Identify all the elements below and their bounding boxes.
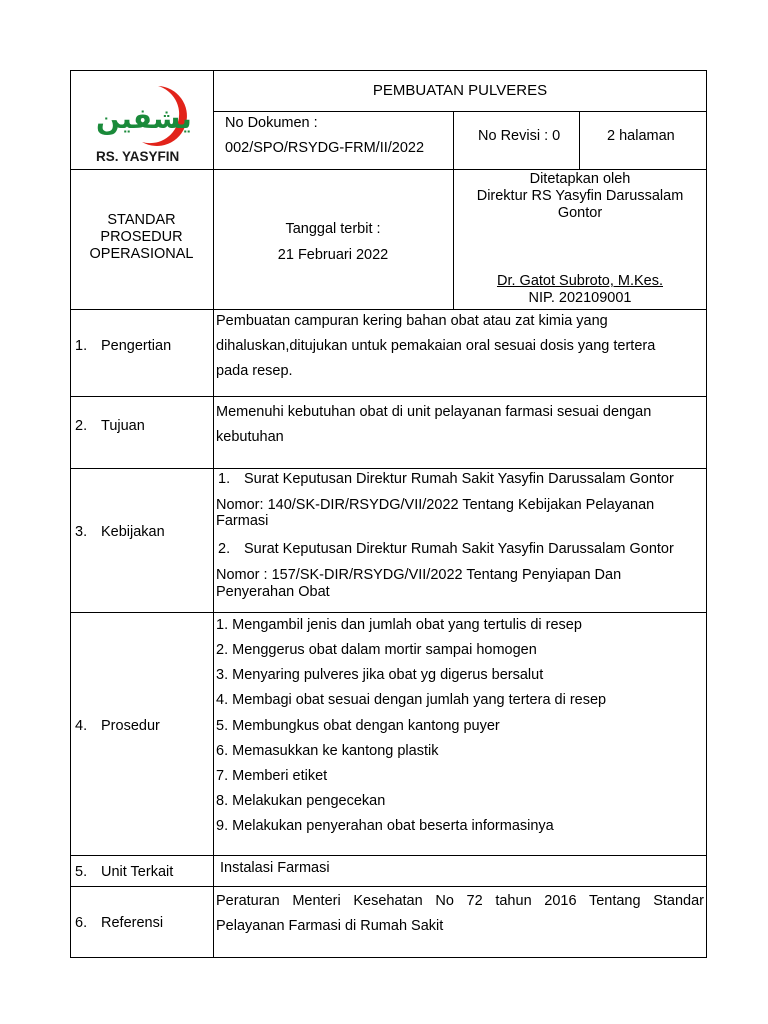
policy-item-detail: Nomor : 157/SK-DIR/RSYDG/VII/2022 Tentang Penyiapan Dan (216, 567, 622, 583)
procedure-step: 1. Mengambil jenis dan jumlah obat yang tertulis di resep (216, 617, 582, 633)
procedure-step: 9. Melakukan penyerahan obat beserta informasinya (216, 818, 554, 834)
logo-arabic-text: يشفين (96, 102, 192, 135)
pengertian-line: dihaluskan,ditujukan untuk pemakaian oral sesuai dosis yang tertera (216, 338, 656, 354)
policy-item-number: 2. (218, 541, 231, 557)
column-divider (213, 70, 214, 958)
policy-item-detail: Nomor: 140/SK-DIR/RSYDG/VII/2022 Tentang Kebijakan Pelayanan (216, 497, 655, 513)
section-label-kebijakan: Kebijakan (101, 524, 165, 540)
section-label-pengertian: Pengertian (101, 338, 172, 354)
section-label-unit-terkait: Unit Terkait (101, 864, 174, 880)
row-line (70, 855, 707, 856)
section-number: 2. (75, 418, 88, 434)
row-line (70, 468, 707, 469)
tujuan-line: kebutuhan (216, 429, 284, 445)
pengertian-line: pada resep. (216, 363, 293, 379)
section-label-prosedur: Prosedur (101, 718, 160, 734)
procedure-step: 6. Memasukkan ke kantong plastik (216, 743, 439, 759)
logo-name: RS. YASYFIN (96, 149, 180, 164)
doc-number-label: No Dokumen : (225, 115, 318, 131)
header-divider-pages (579, 111, 580, 169)
issue-date-value: 21 Februari 2022 (277, 247, 389, 263)
header-line-title (213, 111, 707, 112)
section-number: 1. (75, 338, 88, 354)
section-number: 5. (75, 864, 88, 880)
issue-date-label: Tanggal terbit : (285, 221, 381, 237)
approved-by: Ditetapkan oleh Direktur RS Yasyfin Darussalam Gontor (476, 171, 684, 221)
tujuan-line: Memenuhi kebutuhan obat di unit pelayanan farmasi sesuai dengan (216, 404, 652, 420)
document-title: PEMBUATAN PULVERES (372, 82, 548, 99)
section-label-tujuan: Tujuan (101, 418, 145, 434)
row-line (70, 309, 707, 310)
page-count: 2 halaman (607, 128, 675, 144)
procedure-step: 8. Melakukan pengecekan (216, 793, 386, 809)
revision-number: No Revisi : 0 (478, 128, 561, 144)
procedure-step: 5. Membungkus obat dengan kantong puyer (216, 718, 500, 734)
row-line (70, 886, 707, 887)
procedure-step: 4. Membagi obat sesuai dengan jumlah yang tertera di resep (216, 692, 607, 708)
reference-line: Pelayanan Farmasi di Rumah Sakit (216, 918, 444, 934)
policy-item-title: Surat Keputusan Direktur Rumah Sakit Yasyfin Darussalam Gontor (244, 541, 674, 557)
row-line (70, 612, 707, 613)
row-line (70, 396, 707, 397)
header-line-docno (70, 169, 707, 170)
procedure-step: 7. Memberi etiket (216, 768, 328, 784)
reference-line: Peraturan Menteri Kesehatan No 72 tahun 2016 Tentang Standar (216, 893, 704, 909)
related-unit: Instalasi Farmasi (220, 860, 330, 876)
section-label-referensi: Referensi (101, 915, 164, 931)
policy-item-detail: Farmasi (216, 513, 269, 529)
signatory-name: Dr. Gatot Subroto, M.Kes. (496, 273, 663, 289)
policy-item-number: 1. (218, 471, 231, 487)
section-number: 3. (75, 524, 88, 540)
policy-item-detail: Penyerahan Obat (216, 584, 330, 600)
doc-number-value: 002/SPO/RSYDG-FRM/II/2022 (225, 140, 425, 156)
procedure-step: 2. Menggerus obat dalam mortir sampai homogen (216, 642, 537, 658)
hospital-logo (86, 80, 202, 166)
section-number: 6. (75, 915, 88, 931)
policy-item-title: Surat Keputusan Direktur Rumah Sakit Yasyfin Darussalam Gontor (244, 471, 674, 487)
section-number: 4. (75, 718, 88, 734)
sop-label: STANDAR PROSEDUR OPERASIONAL (89, 212, 194, 262)
procedure-step: 3. Menyaring pulveres jika obat yg digerus bersalut (216, 667, 544, 683)
pengertian-line: Pembuatan campuran kering bahan obat atau zat kimia yang (216, 313, 608, 329)
signatory-nip: NIP. 202109001 (528, 290, 632, 306)
